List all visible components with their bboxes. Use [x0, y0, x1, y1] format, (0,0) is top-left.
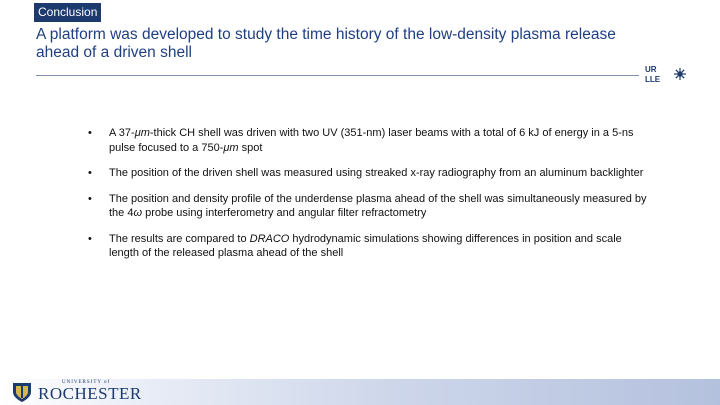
bullet-list	[88, 126, 648, 272]
bullet-text-run: DRACO	[249, 232, 290, 245]
title-divider	[36, 75, 639, 76]
bullet-text	[109, 193, 647, 220]
section-tag: Conclusion	[34, 3, 101, 22]
bullet-item	[88, 232, 648, 261]
bullet-text-run: hydrodynamic simulations showing differences in position and scale length of the released plasma ahead of the shell	[109, 232, 622, 259]
bullet-text	[109, 127, 633, 154]
bullet-marker: •	[88, 192, 92, 205]
bullet-item	[88, 166, 648, 181]
bullet-text-run: ω	[133, 207, 143, 219]
bullet-marker: •	[88, 127, 92, 139]
bullet-item	[88, 192, 648, 221]
bullet-text-run: spot	[238, 141, 263, 154]
ur-lle-logo	[644, 64, 692, 84]
bullet-marker: •	[88, 167, 92, 179]
bullet-text-run: The results are compared to	[109, 232, 250, 245]
laser-burst-icon	[674, 68, 686, 80]
bullet-text-run: A 37-	[109, 127, 135, 139]
slide-title: A platform was developed to study the time history of the low-density plasma release ahead of a driven shell	[36, 26, 616, 61]
bullet-text-run: The position of the driven shell was measured using streaked x-ray radiography from an aluminum backlighter	[109, 167, 644, 179]
university-of-text: UNIVERSITY of	[62, 380, 111, 385]
bullet-text-run: The position and density profile of the underdense plasma ahead of the shell was simultaneously measured by the 4	[109, 192, 647, 219]
logo-ur-text: UR	[645, 65, 657, 74]
bullet-text	[109, 233, 622, 260]
rochester-wordmark: ROCHESTER	[38, 384, 142, 403]
bullet-text	[109, 167, 643, 179]
bullet-text-run: μm	[134, 127, 150, 139]
bullet-text-run: μm	[223, 141, 239, 154]
bullet-item	[88, 126, 648, 155]
logo-lle-text: LLE	[645, 75, 661, 84]
bullet-text-run: probe using interferometry and angular filter refractometry	[142, 207, 427, 219]
university-crest-icon	[10, 381, 34, 403]
bullet-text-run: -thick CH shell was driven with two UV (351-nm) laser beams with a total of 6 kJ of energy in a 5-ns pulse focused to a 750-	[109, 127, 634, 154]
bullet-marker: •	[88, 232, 92, 245]
